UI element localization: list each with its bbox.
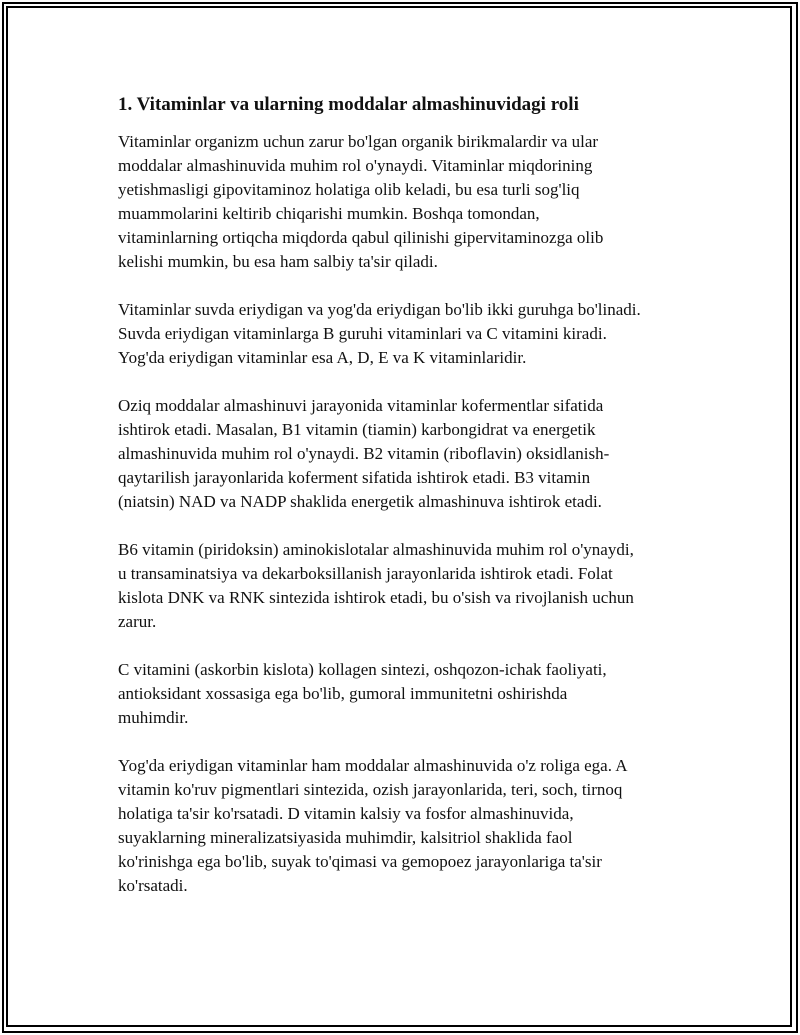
paragraph-vitamin-c: C vitamini (askorbin kislota) kollagen sintezi, oshqozon-ichak faoliyati, antioksidant xossasiga ega bo'lib, gumoral immunitetni oshirishda muhimdir. — [118, 660, 607, 727]
paragraph-classification: Vitaminlar suvda eriydigan va yog'da eriydigan bo'lib ikki guruhga bo'linadi. Suvda eriydigan vitaminlarga B guruhi vitaminlari va C vitamini kiradi. Yog'da eriydigan vitaminlar esa A, D, E va K vitaminlaridir. — [118, 300, 641, 367]
document-content — [118, 93, 698, 922]
paragraph-b6-folate: B6 vitamin (piridoksin) aminokislotalar almashinuvida muhim rol o'ynaydi, u transaminatsiya va dekarboksillanish jarayonlarida ishtirok etadi. Folat kislota DNK va RNK sintezida ishtirok etadi, bu o'sish va rivojlanish uchun zarur. — [118, 540, 634, 631]
section-heading: 1. Vitaminlar va ularning moddalar almashinuvidagi roli — [118, 94, 579, 115]
paragraph-coenzymes: Oziq moddalar almashinuvi jarayonida vitaminlar kofermentlar sifatida ishtirok etadi. Masalan, B1 vitamin (tiamin) karbongidrat va energetik almashinuvida muhim rol o'ynaydi. B2 vitamin (riboflavin) oksidlanish- qaytarilish jarayonlarida koferment sifatida ishtirok etadi. B3 vitamin (niatsin) NAD va NADP shaklida energetik almashinuva ishtirok etadi. — [118, 396, 610, 511]
paragraph-intro: Vitaminlar organizm uchun zarur bo'lgan organik birikmalardir va ular moddalar almashinuvida muhim rol o'ynaydi. Vitaminlar miqdorining yetishmasligi gipovitaminoz holatiga olib keladi, bu esa turli sog'liq muammolarini keltirib chiqarishi mumkin. Boshqa tomondan, vitaminlarning ortiqcha miqdorda qabul qilinishi gipervitaminozga olib kelishi mumkin, bu esa ham salbiy ta'sir qiladi. — [118, 132, 604, 271]
paragraph-fat-soluble: Yog'da eriydigan vitaminlar ham moddalar almashinuvida o'z roliga ega. A vitamin ko'ruv pigmentlari sintezida, ozish jarayonlarida, teri, soch, tirnoq holatiga ta'sir ko'rsatadi. D vitamin kalsiy va fosfor almashinuvida, suyaklarning mineralizatsiyasida muhimdir, kalsitriol shaklida faol ko'rinishga ega bo'lib, suyak to'qimasi va gemopoez jarayonlariga ta'sir ko'rsatadi. — [118, 756, 628, 895]
